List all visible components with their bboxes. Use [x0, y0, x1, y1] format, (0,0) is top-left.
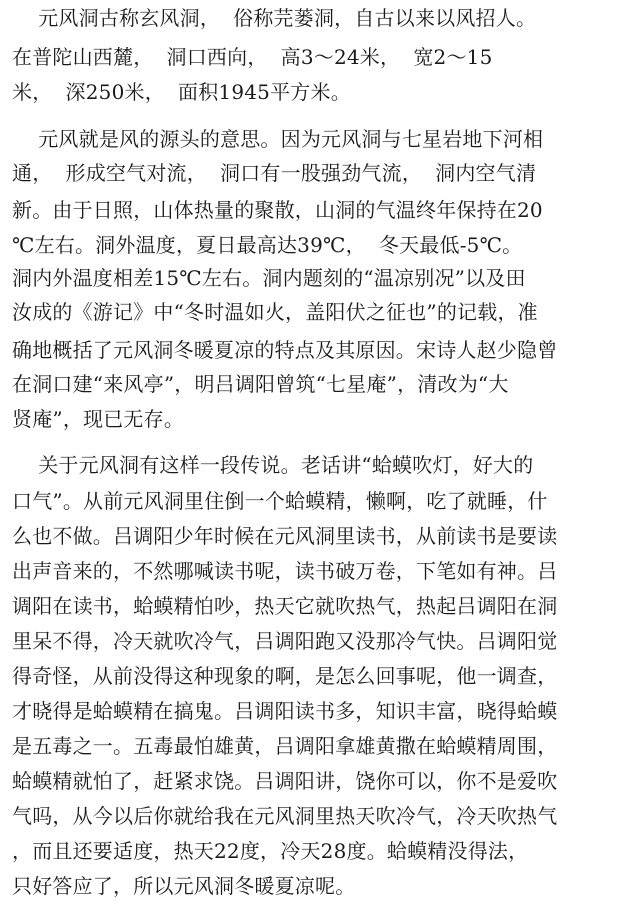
text-line: ℃左右。洞外温度，夏日最高达39℃， 冬天最低-5℃。: [12, 233, 523, 257]
text-line: 里呆不得，冷天就吹冷气，吕调阳跑又没那冷气快。吕调阳觉: [12, 629, 558, 653]
text-line: 在洞口建“来风亭”，明吕调阳曾筑“七星庵”，清改为“大: [12, 372, 509, 396]
text-line: ，而且还要适度，热天22度，冷天28度。蛤蟆精没得法，: [12, 839, 529, 863]
text-line: 汝成的《游记》中“冬时温如火，盖阳伏之征也”的记载，准: [12, 300, 538, 324]
text-line: 得奇怪，从前没得这种现象的啊，是怎么回事呢，他一调查，: [12, 664, 558, 688]
text-line: 口气”。从前元风洞里住倒一个蛤蟆精，懒啊，吃了就睡，什: [12, 489, 548, 513]
text-line: 才晓得是蛤蟆精在搞鬼。吕调阳读书多，知识丰富，晓得蛤蟆: [12, 699, 558, 723]
text-line: 贤庵”，现已无存。: [12, 407, 185, 431]
text-line: 通， 形成空气对流， 洞口有一股强劲气流， 洞内空气清: [12, 161, 537, 185]
text-line: 在普陀山西麓， 洞口西向， 高3～24米， 宽2～15: [12, 45, 493, 69]
text-line: 元风洞古称玄风洞， 俗称芫蒌洞，自古以来以风招人。: [12, 6, 537, 30]
text-line: 出声音来的，不然哪喊读书呢，读书破万卷，下笔如有神。吕: [12, 559, 558, 583]
text-line: 关于元风洞有这样一段传说。老话讲“蛤蟆吹灯，好大的: [12, 453, 534, 477]
text-line: 新。由于日照，山体热量的聚散，山洞的气温终年保持在20: [12, 198, 543, 222]
text-line: 元风就是风的源头的意思。因为元风洞与七星岩地下河相: [12, 127, 544, 151]
text-line: 确地概括了元风洞冬暖夏凉的特点及其原因。宋诗人赵少隐曾: [12, 338, 558, 362]
text-line: 调阳在读书，蛤蟆精怕吵，热天它就吹热气，热起吕调阳在洞: [12, 594, 558, 618]
text-line: 米， 深250米， 面积1945平方米。: [12, 80, 351, 104]
text-line: 只好答应了，所以元风洞冬暖夏凉呢。: [12, 874, 356, 898]
text-line: 么也不做。吕调阳少年时候在元风洞里读书，从前读书是要读: [12, 524, 558, 548]
text-line: 是五毒之一。五毒最怕雄黄，吕调阳拿雄黄撒在蛤蟆精周围，: [12, 734, 558, 758]
text-line: 蛤蟆精就怕了，赶紧求饶。吕调阳讲，饶你可以，你不是爱吹: [12, 769, 558, 793]
text-line: 洞内外温度相差15℃左右。洞内题刻的“温凉别况”以及田: [12, 266, 526, 290]
text-line: 气吗，从今以后你就给我在元风洞里热天吹冷气，冷天吹热气: [12, 804, 558, 828]
